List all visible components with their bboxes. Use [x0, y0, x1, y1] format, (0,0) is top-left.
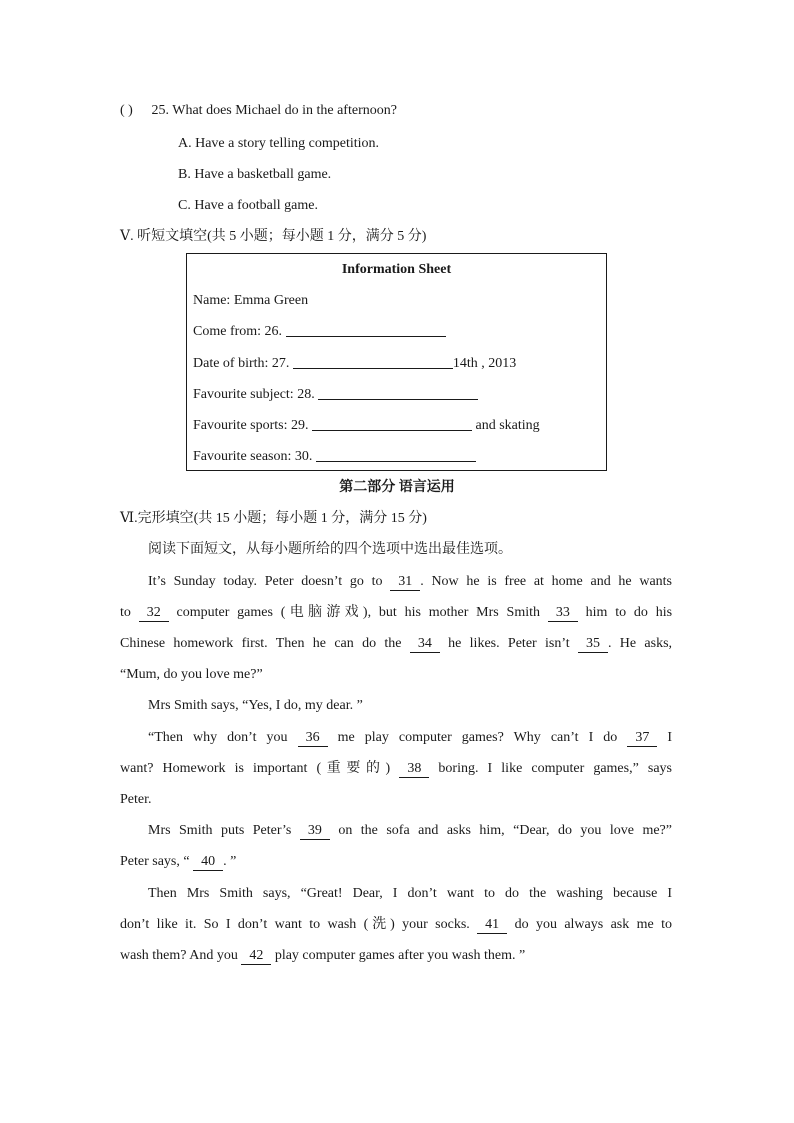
come-from-label: Come from: 26. [193, 324, 283, 339]
text: me play computer games? Why can’t I do [337, 730, 618, 745]
season-label: Favourite season: 30. [193, 449, 313, 464]
sheet-dob [193, 354, 516, 374]
text: It’s Sunday today. Peter doesn’t go to [148, 574, 383, 589]
answer-blank-28[interactable] [318, 385, 478, 400]
answer-blank-37[interactable]: 37 [627, 729, 657, 747]
section6-heading: Ⅵ.完形填空(共 15 小题；每小题 1 分，满分 15 分) [120, 511, 427, 526]
text: he likes. Peter isn’t [448, 636, 570, 651]
answer-blank-26[interactable] [286, 322, 446, 337]
text: . He asks, [607, 636, 673, 651]
answer-blank-42[interactable]: 42 [241, 947, 271, 965]
p4-line2 [120, 852, 236, 872]
answer-blank-35[interactable]: 35 [578, 635, 608, 653]
answer-blank-31[interactable]: 31 [390, 573, 420, 591]
information-sheet [186, 253, 607, 471]
section5-heading: Ⅴ. 听短文填空(共 5 小题；每小题 1 分，满分 5 分) [120, 229, 427, 244]
text: play computer games after you wash them. ” [274, 948, 526, 963]
sports-suffix: and skating [475, 418, 540, 433]
answer-blank-40[interactable]: 40 [193, 853, 223, 871]
answer-blank-39[interactable]: 39 [300, 822, 330, 840]
answer-blank-38[interactable]: 38 [399, 760, 429, 778]
question-stem: What does Michael do in the afternoon? [172, 103, 397, 118]
text: boring. I like computer games,” says [438, 761, 673, 776]
text: Chinese homework first. Then he can do the [120, 636, 402, 651]
answer-blank-36[interactable]: 36 [298, 729, 328, 747]
section6-instruction: 阅读下面短文，从每小题所给的四个选项中选出最佳选项。 [148, 542, 512, 557]
text: computer games (电脑游戏), but his mother Mrs Smith [176, 605, 540, 620]
answer-blank-34[interactable]: 34 [410, 635, 440, 653]
subject-label: Favourite subject: 28. [193, 387, 315, 402]
option-a: A. Have a story telling competition. [178, 136, 380, 151]
dob-label: Date of birth: 27. [193, 356, 290, 371]
text: . Now he is free at home and he wants [420, 574, 673, 589]
answer-blank-27[interactable] [293, 354, 453, 369]
text: “Then why don’t you [148, 730, 288, 745]
answer-blank-33[interactable]: 33 [548, 604, 578, 622]
answer-paren: ( ) [120, 103, 133, 118]
sheet-come-from [193, 322, 446, 342]
sheet-name: Name: Emma Green [193, 293, 309, 308]
sheet-title: Information Sheet [341, 262, 452, 277]
p3-line2 [120, 759, 672, 799]
option-b: B. Have a basketball game. [178, 167, 332, 182]
answer-blank-30[interactable] [316, 447, 476, 462]
text: wash them? And you [120, 948, 238, 963]
p5-line3 [120, 946, 525, 966]
answer-blank-29[interactable] [312, 416, 472, 431]
text: him to do his [585, 605, 673, 620]
text: Peter says, “ [120, 854, 190, 869]
sheet-season [193, 447, 476, 467]
text: don’t like it. So I don’t want to wash (洗) your socks. [120, 917, 470, 932]
q25-stem-line [120, 101, 397, 121]
text: want? Homework is important (重要的) [120, 761, 391, 776]
part2-heading: 第二部分 语言运用 [339, 480, 455, 495]
text: . ” [223, 854, 237, 869]
p1-line4: “Mum, do you love me?” [120, 667, 263, 682]
answer-blank-32[interactable]: 32 [139, 604, 169, 622]
answer-blank-41[interactable]: 41 [477, 916, 507, 934]
dob-suffix: 14th , 2013 [452, 356, 517, 371]
question-number: 25. [151, 103, 169, 118]
text: to [120, 605, 131, 620]
sheet-sports [193, 416, 540, 436]
p3-line3: Peter. [120, 792, 152, 807]
p5-line1: Then Mrs Smith says, “Great! Dear, I don’t want to do the washing because I [148, 886, 672, 901]
text: do you always ask me to [514, 917, 673, 932]
text: Mrs Smith puts Peter’s [148, 823, 292, 838]
sports-label: Favourite sports: 29. [193, 418, 309, 433]
sheet-subject [193, 385, 478, 405]
text: I [667, 730, 673, 745]
p2-line1: Mrs Smith says, “Yes, I do, my dear. ” [148, 698, 363, 713]
option-c: C. Have a football game. [178, 198, 318, 213]
text: on the sofa and asks him, “Dear, do you love me?” [338, 823, 672, 838]
